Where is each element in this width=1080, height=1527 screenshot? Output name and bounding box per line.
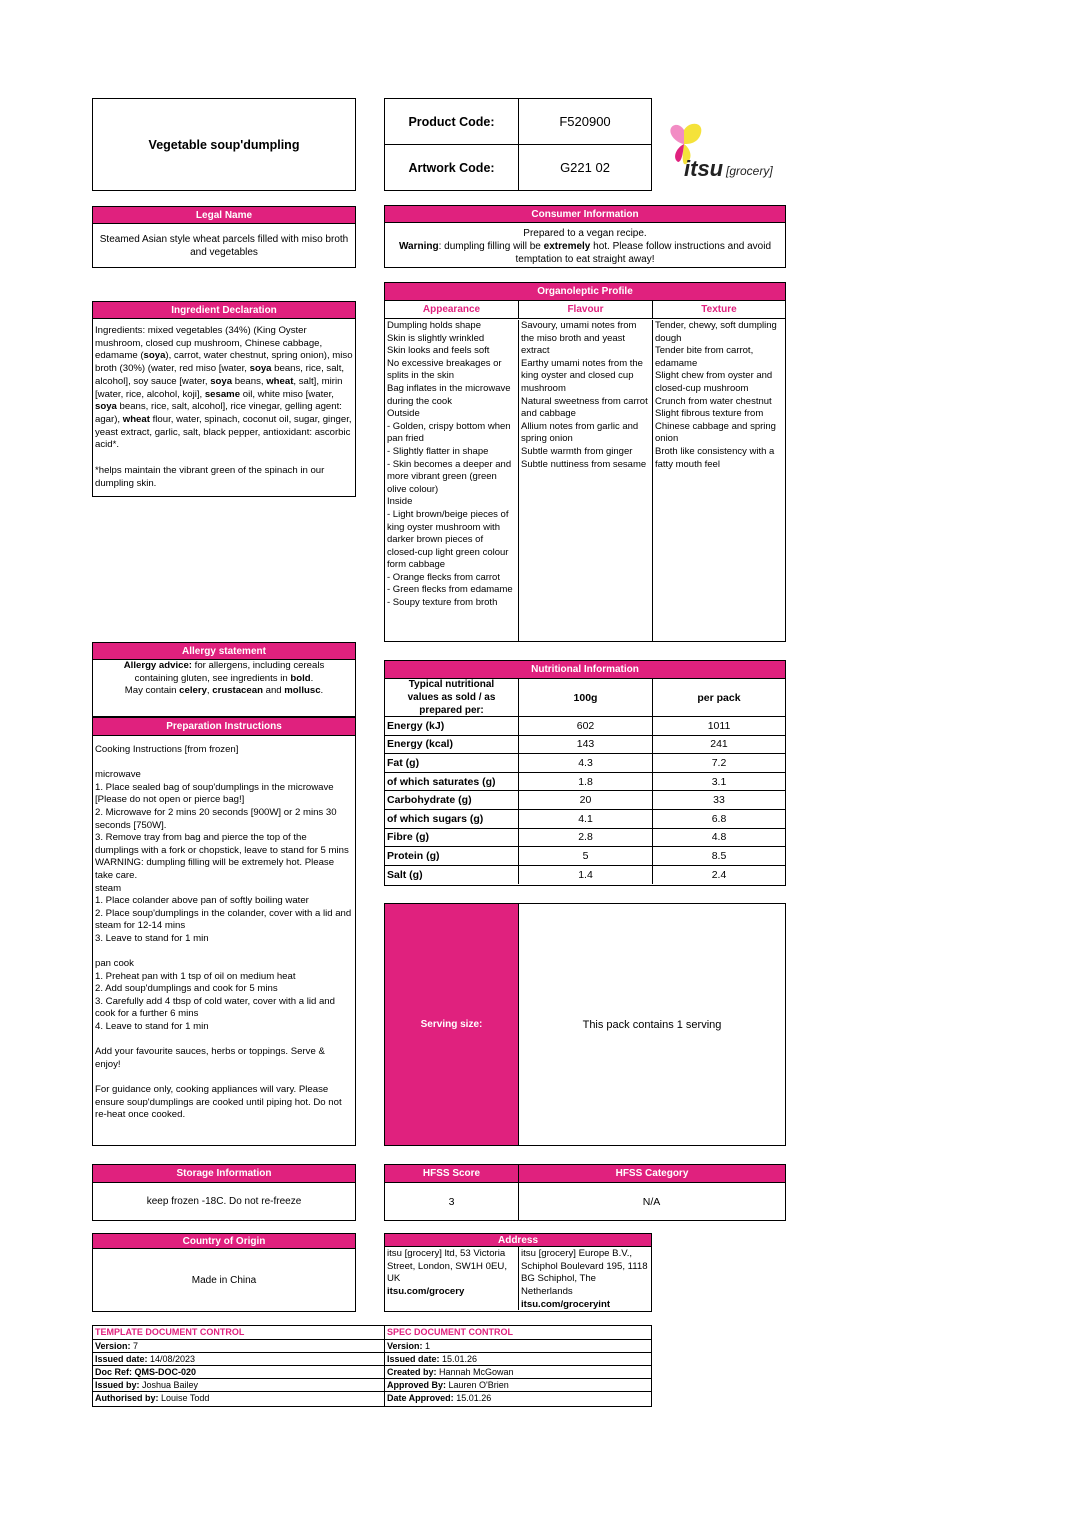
allergy-advice-bold: bold bbox=[290, 672, 311, 684]
control-row bbox=[93, 1379, 384, 1392]
hfss-category: N/A bbox=[642, 1195, 661, 1208]
ing-part: beans, bbox=[232, 375, 267, 387]
nutrition-row bbox=[385, 866, 785, 885]
hfss-score-header bbox=[384, 1164, 519, 1183]
nutrition-per100: 4.3 bbox=[519, 754, 653, 772]
sep: . bbox=[320, 685, 324, 696]
nutrition-row bbox=[385, 791, 785, 810]
template-control-rows bbox=[93, 1340, 384, 1405]
nutrition-label: Protein (g) bbox=[385, 847, 519, 865]
nutrition-label: Fat (g) bbox=[385, 754, 519, 772]
allergy-advice-text: for allergens, including cereals containing gluten, see ingredients in bbox=[134, 660, 325, 684]
consumer-warning-label: Warning bbox=[398, 241, 439, 252]
control-row bbox=[385, 1366, 651, 1379]
nutrition-per-pack: 1011 bbox=[707, 719, 731, 732]
control-row bbox=[385, 1353, 651, 1366]
allergen-soya: soya bbox=[210, 375, 233, 387]
nutrition-col1-text: Typical nutritional values as sold / as prepared per: bbox=[407, 679, 496, 716]
address-header-text: Address bbox=[497, 1234, 538, 1246]
control-label: Issued by: bbox=[95, 1380, 140, 1390]
nutrition-per-pack: 3.1 bbox=[711, 775, 727, 788]
allergen-sesame: sesame bbox=[204, 388, 241, 400]
nutrition-row bbox=[385, 717, 785, 736]
product-code-label-cell bbox=[385, 99, 519, 145]
allergen-wheat: wheat bbox=[266, 375, 294, 387]
ing-part: beans, rice, salt, alcohol], rice vinegar, gelling agent: agar), bbox=[95, 401, 342, 425]
nutrition-rows bbox=[385, 717, 785, 884]
allergy-advice: Allergy advice: for allergens, including cereals containing gluten, see ingredients in bold. bbox=[123, 660, 325, 684]
allergen-soya: soya bbox=[143, 350, 166, 362]
legal-name-header-text: Legal Name bbox=[195, 209, 253, 221]
nutrition-col3-text: per pack bbox=[697, 691, 741, 704]
consumer-info-header bbox=[384, 205, 786, 223]
organoleptic-table bbox=[384, 301, 786, 642]
nutrition-per100: 143 bbox=[519, 736, 653, 754]
template-control bbox=[92, 1325, 385, 1407]
allergy-header-text: Allergy statement bbox=[182, 645, 266, 657]
control-label: Authorised by: bbox=[95, 1393, 159, 1403]
nutrition-row bbox=[385, 847, 785, 866]
address-eu-text: itsu [grocery] Europe B.V., Schiphol Boulevard 195, 1118 BG Schiphol, The Netherlands bbox=[521, 1248, 648, 1298]
nutrition-per-pack: 241 bbox=[710, 738, 728, 751]
control-label: Issued date: bbox=[95, 1354, 148, 1364]
serving-label-cell bbox=[385, 904, 519, 1145]
nutrition-col2-text: 100g bbox=[573, 691, 598, 704]
serving-text-cell bbox=[519, 904, 785, 1145]
control-value: Lauren O'Brien bbox=[446, 1380, 509, 1390]
consumer-info-box bbox=[384, 223, 786, 268]
ingredient-header-text: Ingredient Declaration bbox=[171, 304, 277, 316]
address-header bbox=[384, 1233, 652, 1247]
appearance-text: Dumpling holds shape Skin is slightly wrinkled Skin looks and feels soft No excessive breakages or splits in the skin Bag inflates in the microwave during the cook Outside - Golden, crispy bottom when pan fried - Slightly flatter in shape - Skin becomes a deeper and more vibrant green (green olive colour) Inside - Light brown/beige pieces of king oyster mushroom with darker brown pieces of closed-cup light green colour form cabbage - Orange flecks from carrot - Green flecks from edamame - Soupy texture from broth bbox=[385, 320, 519, 641]
ing-part: beans, rice, salt, alcohol], soy sauce [water, bbox=[95, 363, 345, 387]
ing-part: , salt], mirin [water, rice, alcohol, koji], bbox=[95, 375, 343, 400]
codes-table bbox=[384, 98, 652, 191]
nutrition-table bbox=[384, 679, 786, 886]
consumer-info-header-text: Consumer Information bbox=[531, 208, 639, 220]
control-value: Joshua Bailey bbox=[139, 1380, 199, 1390]
nutrition-per100: 5 bbox=[519, 847, 653, 865]
control-value: Louise Todd bbox=[158, 1393, 210, 1403]
preparation-header-text: Preparation Instructions bbox=[166, 721, 282, 732]
control-row bbox=[385, 1392, 651, 1405]
nutrition-row bbox=[385, 736, 785, 755]
storage-box bbox=[92, 1183, 356, 1221]
nutrition-row bbox=[385, 810, 785, 829]
product-code-label: Product Code: bbox=[408, 114, 495, 129]
ingredient-text bbox=[95, 325, 353, 452]
nutrition-col3-header bbox=[653, 679, 785, 717]
sep: and bbox=[262, 685, 285, 696]
nutrition-per100: 602 bbox=[519, 717, 653, 735]
product-title: Vegetable soup'dumpling bbox=[148, 137, 300, 152]
allergy-may-contain bbox=[113, 685, 335, 698]
nutrition-row bbox=[385, 754, 785, 773]
nutrition-per-pack: 4.8 bbox=[711, 831, 727, 844]
control-value: 1 bbox=[422, 1341, 431, 1351]
legal-name-text: Steamed Asian style wheat parcels filled with miso broth and vegetables bbox=[99, 233, 349, 258]
ingredient-header bbox=[92, 301, 356, 319]
preparation-header bbox=[92, 717, 356, 736]
consumer-warning-text1: : dumpling filling will be bbox=[438, 241, 544, 252]
nutrition-per-pack: 2.4 bbox=[711, 869, 727, 882]
ing-part: ), carrot, water chestnut, spring onion), miso broth (30%) (water, red miso [water, bbox=[95, 350, 353, 375]
texture-text: Tender, chewy, soft dumpling dough Tender bite from carrot, edamame Slight chew from oyster and closed-cup mushroom Crunch from water chestnut Slight fibrous texture from Chinese cabbage and spring onion Broth like consistency with a fatty mouth feel bbox=[655, 320, 777, 470]
spec-control-header: SPEC DOCUMENT CONTROL bbox=[385, 1326, 651, 1340]
flavour-text: Savoury, umami notes from the miso broth and yeast extract Earthy umami notes from the king oyster and closed cup mushroom Natural sweetness from carrot and cabbage Allium notes from garlic and spring onion Subtle warmth from ginger Subtle nuttiness from sesame bbox=[519, 320, 653, 641]
spec-control-rows bbox=[385, 1340, 651, 1405]
control-label: Issued date: bbox=[387, 1354, 440, 1364]
col-header-appearance: Appearance bbox=[385, 301, 519, 319]
ing-part: oil, white miso [water, bbox=[240, 388, 334, 400]
nutrition-per100: 4.1 bbox=[519, 810, 653, 828]
consumer-warning-text2: hot. Please follow instructions and avoid temptation to eat straight away! bbox=[515, 241, 772, 265]
hfss-score-cell bbox=[384, 1183, 519, 1221]
nutrition-label: Energy (kJ) bbox=[385, 717, 519, 735]
hfss-score: 3 bbox=[448, 1195, 455, 1208]
hfss-category-cell bbox=[518, 1183, 786, 1221]
product-code: F520900 bbox=[559, 114, 611, 129]
nutrition-per100: 20 bbox=[519, 791, 653, 809]
origin-header-text: Country of Origin bbox=[182, 1235, 266, 1247]
control-row bbox=[93, 1340, 384, 1353]
nutrition-label: Fibre (g) bbox=[385, 829, 519, 847]
product-code-cell bbox=[519, 99, 651, 145]
nutrition-label: of which saturates (g) bbox=[385, 773, 519, 791]
nutrition-per-pack: 6.8 bbox=[711, 812, 727, 825]
nutrition-per-pack: 7.2 bbox=[711, 756, 727, 769]
nutrition-per-pack: 33 bbox=[713, 794, 725, 807]
control-row bbox=[93, 1353, 384, 1366]
control-value: 15.01.26 bbox=[453, 1393, 492, 1403]
control-row bbox=[93, 1366, 384, 1379]
nutrition-per100: 1.4 bbox=[519, 866, 653, 885]
address-uk bbox=[385, 1247, 519, 1310]
logo-subtext: [grocery] bbox=[726, 164, 773, 178]
hfss-score-header-text: HFSS Score bbox=[422, 1168, 481, 1179]
origin-header bbox=[92, 1233, 356, 1249]
control-label: Version: bbox=[95, 1341, 131, 1351]
nutrition-col1-header bbox=[385, 679, 519, 717]
nutrition-col2-header bbox=[519, 679, 653, 717]
control-row bbox=[385, 1340, 651, 1353]
control-label: Created by: bbox=[387, 1367, 437, 1377]
allergy-header bbox=[92, 642, 356, 660]
may-contain-celery: celery bbox=[179, 685, 207, 696]
col-header-texture: Texture bbox=[653, 301, 785, 319]
artwork-code-cell bbox=[519, 145, 651, 190]
serving-label: Serving size: bbox=[420, 1019, 483, 1030]
organoleptic-header-text: Organoleptic Profile bbox=[537, 286, 633, 297]
hfss-category-header bbox=[518, 1164, 786, 1183]
allergy-advice-label: Allergy advice: bbox=[123, 660, 192, 671]
product-title-box bbox=[92, 98, 356, 191]
address-uk-text: itsu [grocery] ltd, 53 Victoria Street, London, SW1H 0EU, UK bbox=[387, 1248, 507, 1285]
control-label: Doc Ref: QMS-DOC-020 bbox=[95, 1367, 197, 1377]
serving-box bbox=[384, 903, 786, 1146]
storage-text: keep frozen -18C. Do not re-freeze bbox=[146, 1196, 302, 1207]
organoleptic-header bbox=[384, 282, 786, 301]
control-row bbox=[93, 1392, 384, 1405]
control-value: Hannah McGowan bbox=[436, 1367, 514, 1377]
template-control-header: TEMPLATE DOCUMENT CONTROL bbox=[93, 1326, 384, 1340]
control-value: 15.01.26 bbox=[439, 1354, 478, 1364]
itsu-logo bbox=[656, 122, 788, 186]
address-eu-link[interactable]: itsu.com/groceryint bbox=[521, 1298, 611, 1310]
storage-header bbox=[92, 1164, 356, 1183]
ing-part: flour, water, spinach, coconut oil, sugar, ginger, yeast extract, garlic, salt, black pepper, antioxidant: ascorbic acid*. bbox=[95, 413, 352, 451]
nutrition-row bbox=[385, 829, 785, 848]
ingredient-footnote: *helps maintain the vibrant green of the spinach in our dumpling skin. bbox=[95, 465, 325, 489]
nutrition-per-pack: 8.5 bbox=[711, 849, 727, 862]
col-header-flavour: Flavour bbox=[519, 301, 653, 319]
artwork-code-label: Artwork Code: bbox=[408, 160, 495, 175]
control-label: Version: bbox=[387, 1341, 423, 1351]
storage-header-text: Storage Information bbox=[176, 1168, 272, 1179]
artwork-code: G221 02 bbox=[560, 160, 610, 175]
nutrition-header bbox=[384, 660, 786, 679]
ingredient-box bbox=[92, 319, 356, 497]
nutrition-label: Carbohydrate (g) bbox=[385, 791, 519, 809]
sep: , bbox=[206, 685, 213, 696]
ing-part: Ingredients: mixed vegetables (34%) (King Oyster mushroom, closed cup mushroom, Chinese cabbage, edamame ( bbox=[95, 325, 323, 362]
nutrition-label: Energy (kcal) bbox=[385, 736, 519, 754]
preparation-box: Cooking Instructions [from frozen] microwave 1. Place sealed bag of soup'dumplings in the microwave [Please do not open or pierce bag!] 2. Microwave for 2 mins 20 seconds [900W] or 2 mins 30 seconds [750W]. 3. Remove tray from bag and pierce the top of the dumplings with a fork or chopstick, leave to stand for 5 mins WARNING: dumpling filling will be extremely hot. Please take care. steam 1. Place colander above pan of softly boiling water 2. Place soup'dumplings in the colander, cover with a lid and steam for 12-14 mins 3. Leave to stand for 1 min pan cook 1. Preheat pan with 1 tsp of oil on medium heat 2. Add soup'dumplings and cook for 5 mins 3. Carefully add 4 tbsp of cold water, cover with a lid and cook for a further 6 mins 4. Leave to stand for 1 min Add your favourite sauces, herbs or toppings. Serve & enjoy! For guidance only, cooking appliances will vary. Please ensure soup'dumplings are cooked until piping hot. Do not re-heat once cooked. bbox=[92, 736, 356, 1146]
allergy-box bbox=[92, 660, 356, 717]
nutrition-label: of which sugars (g) bbox=[385, 810, 519, 828]
may-contain-text: May contain bbox=[124, 685, 180, 696]
control-value: 7 bbox=[130, 1341, 139, 1351]
spec-control bbox=[384, 1325, 652, 1407]
legal-name-header bbox=[92, 206, 356, 224]
nutrition-per100: 2.8 bbox=[519, 829, 653, 847]
may-contain-mollusc: mollusc bbox=[284, 685, 321, 696]
logo-text: itsu bbox=[684, 156, 724, 181]
artwork-code-label-cell bbox=[385, 145, 519, 190]
allergen-soya: soya bbox=[95, 401, 117, 413]
control-label: Approved By: bbox=[387, 1380, 447, 1390]
origin-text: Made in China bbox=[191, 1274, 257, 1286]
control-row bbox=[385, 1379, 651, 1392]
allergen-soya: soya bbox=[249, 363, 272, 375]
address-eu bbox=[519, 1247, 651, 1310]
origin-box bbox=[92, 1249, 356, 1312]
nutrition-row bbox=[385, 773, 785, 792]
consumer-line1: Prepared to a vegan recipe. bbox=[523, 228, 647, 239]
nutrition-header-text: Nutritional Information bbox=[531, 664, 639, 675]
address-uk-link[interactable]: itsu.com/grocery bbox=[387, 1286, 465, 1298]
consumer-warning-bold: extremely bbox=[543, 241, 591, 252]
serving-text: This pack contains 1 serving bbox=[582, 1018, 722, 1031]
control-label: Date Approved: bbox=[387, 1393, 454, 1403]
may-contain-crustacean: crustacean bbox=[212, 685, 263, 696]
legal-name-box bbox=[92, 224, 356, 268]
allergen-wheat: wheat bbox=[122, 413, 150, 425]
nutrition-per100: 1.8 bbox=[519, 773, 653, 791]
nutrition-label: Salt (g) bbox=[385, 866, 519, 885]
control-value: 14/08/2023 bbox=[147, 1354, 196, 1364]
hfss-category-header-text: HFSS Category bbox=[615, 1168, 689, 1179]
address-box bbox=[384, 1247, 652, 1312]
consumer-warning bbox=[385, 240, 785, 266]
